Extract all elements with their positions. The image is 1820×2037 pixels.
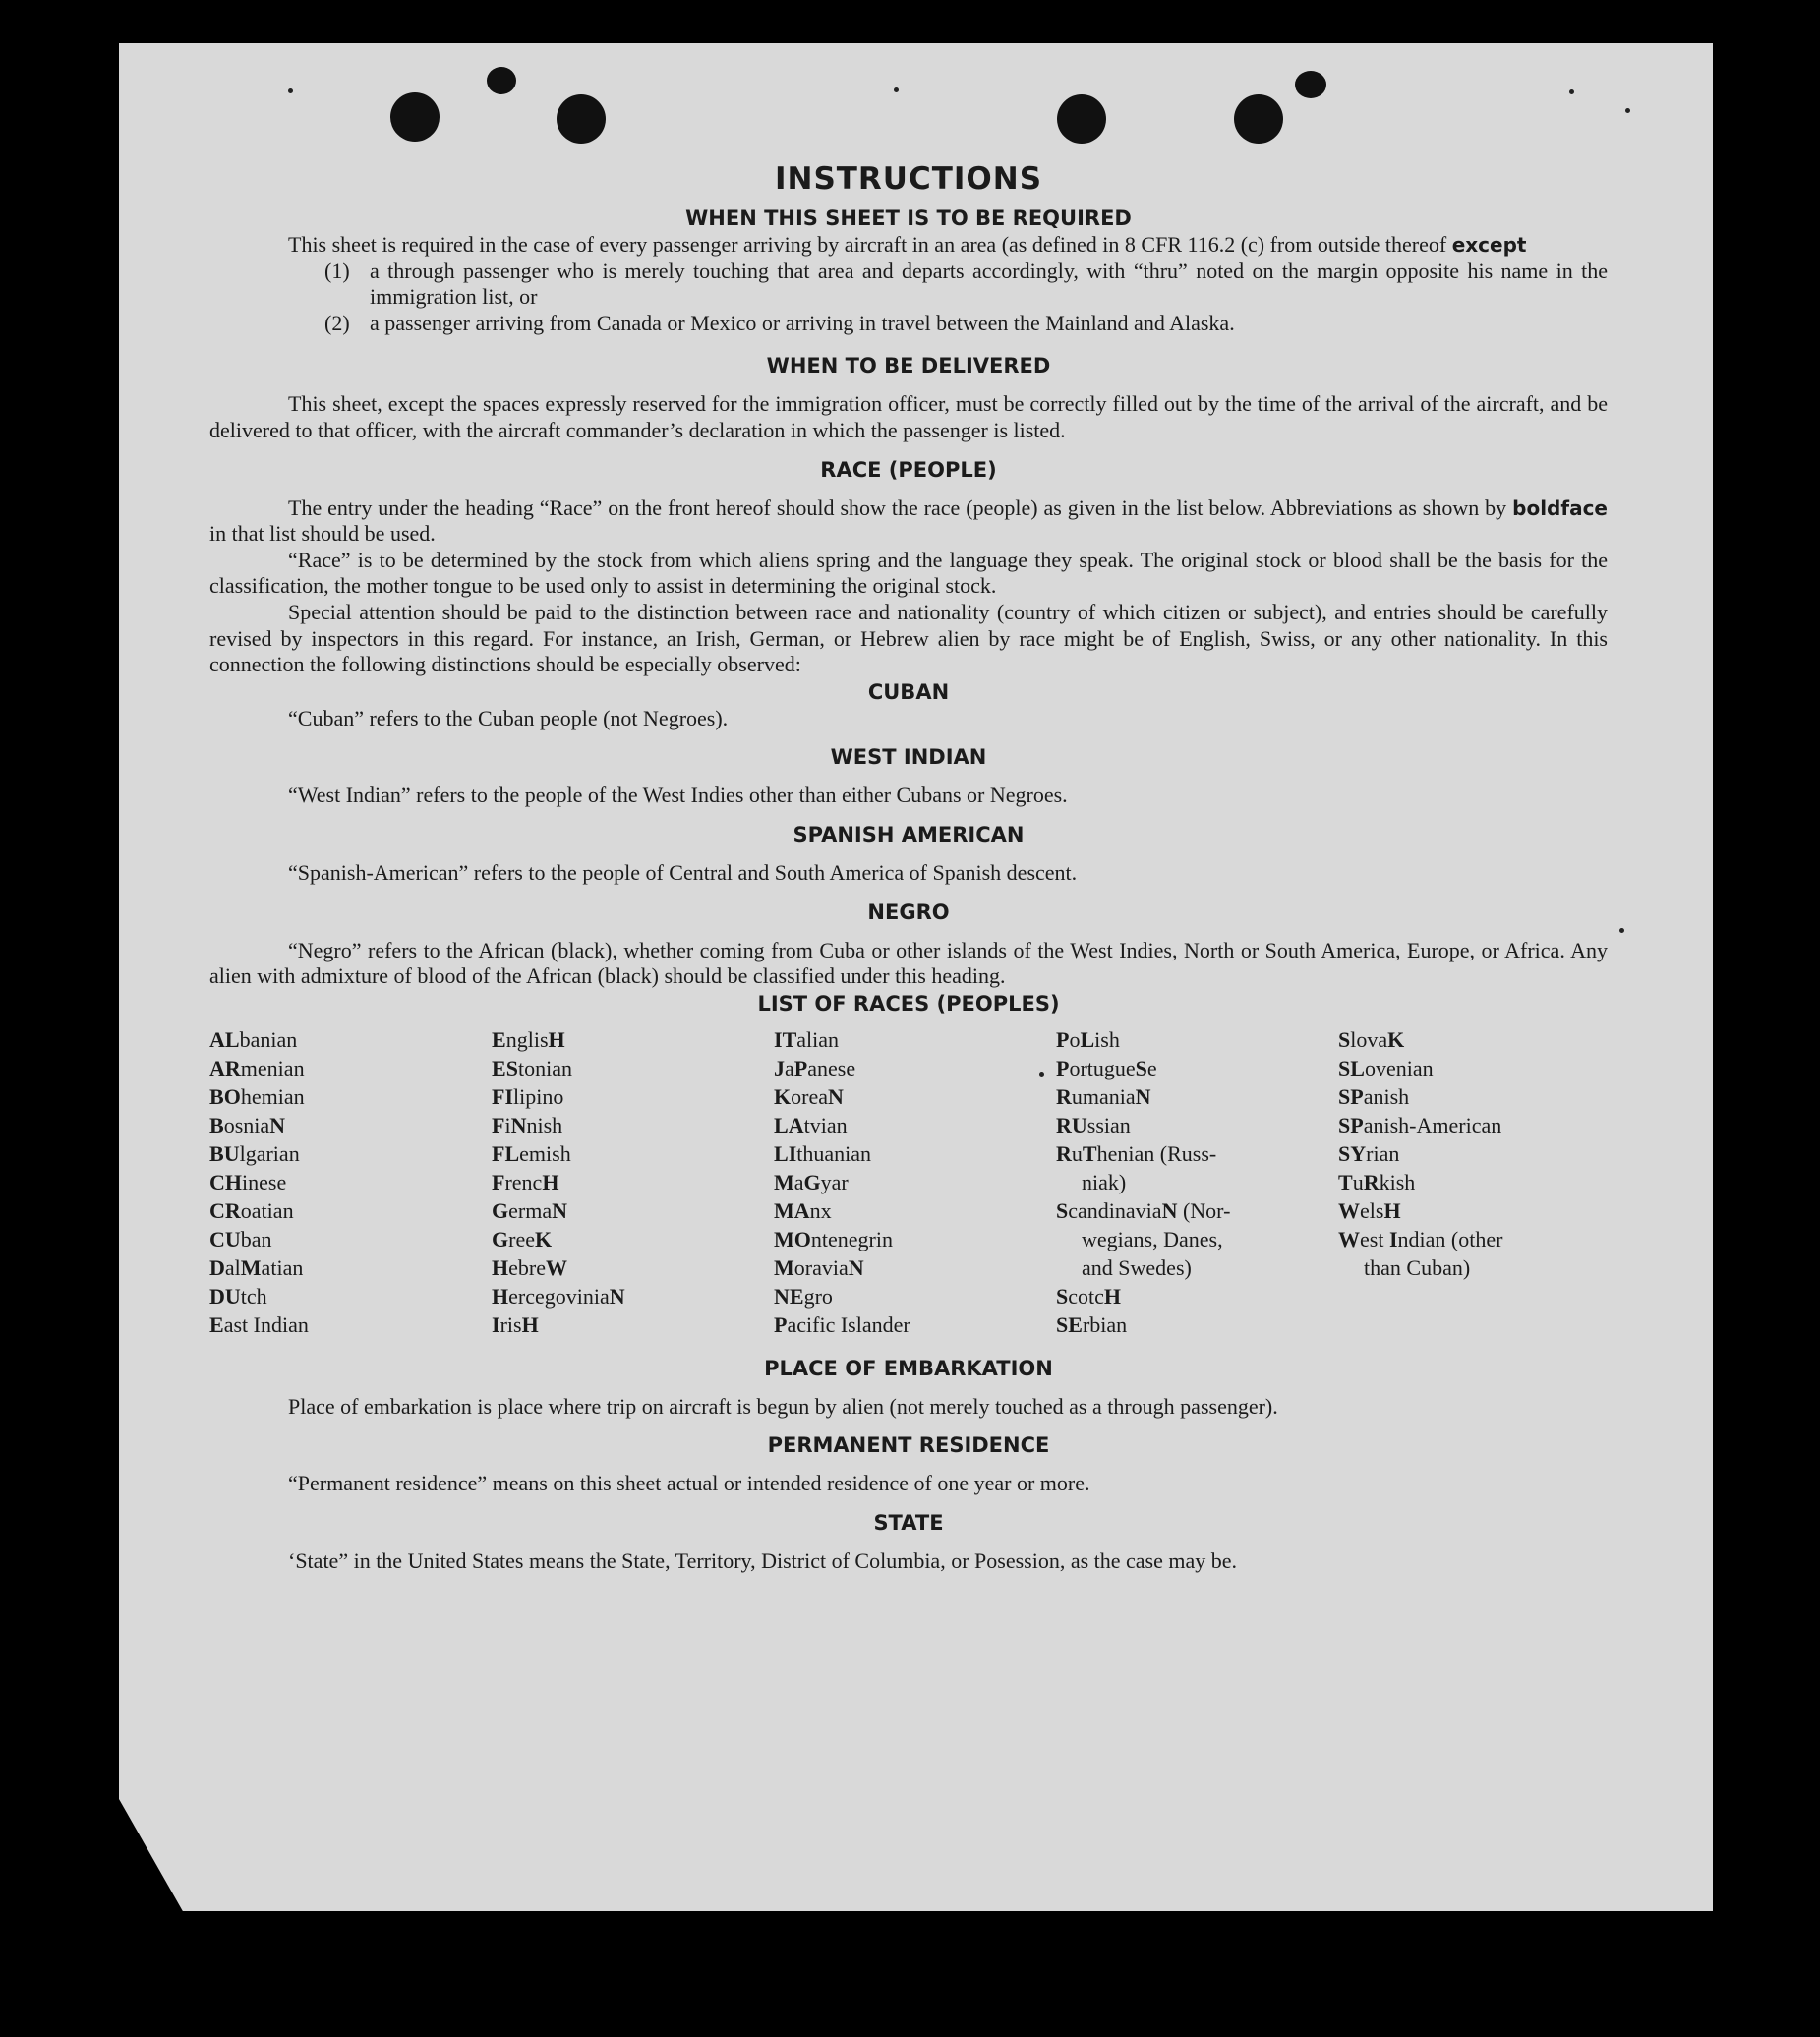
instructions-content [209,159,1608,1574]
race-p1-before: The entry under the heading “Race” on the front hereof should show the race (people) as given in the list below. Abbreviations as shown by [288,495,1507,520]
race-entry: ALbanian [209,1026,298,1052]
race-entry: MAnx [774,1197,832,1223]
race-entry: WelsH [1338,1197,1401,1223]
race-entry: ARmenian [209,1055,305,1080]
race-entry: CUban [209,1226,272,1251]
spanish-american-text: “Spanish-American” refers to the people of Central and South America of Spanish descent. [288,859,1078,885]
residence-text: “Permanent residence” means on this sheet actual or intended residence of one year or more. [288,1471,1090,1496]
ink-speck [288,88,293,93]
race-column [1056,1025,1338,1339]
exception-item [324,311,1608,337]
negro-text: “Negro” refers to the African (black), whether coming from Cuba or other islands of the West Indies, North or South America, Europe, or Africa. Any alien with admixture of blood of the African (black) should be classified under this heading. [209,937,1608,989]
item-number: (2) [324,310,350,335]
race-column [774,1025,1056,1339]
race-entry: TuRkish [1338,1169,1416,1194]
when-required-intro [209,232,1608,259]
race-entry: than Cuban) [1364,1254,1471,1280]
heading-state: STATE [873,1510,944,1535]
race-entry: EStonian [492,1055,572,1080]
heading-list-of-races: LIST OF RACES (PEOPLES) [757,991,1060,1016]
race-entry: MaGyar [774,1169,849,1194]
state-text: ‘State” in the United States means the State, Territory, District of Columbia, or Posession, as the case may be. [288,1547,1238,1573]
heading-place-of-embarkation: PLACE OF EMBARKATION [764,1356,1053,1380]
race-entry: East Indian [209,1311,309,1337]
race-paragraph-1 [209,495,1608,548]
heading-west-indian: WEST INDIAN [830,745,987,770]
race-entry: ITalian [774,1026,840,1052]
race-entry: DUtch [209,1283,267,1309]
document-title: INSTRUCTIONS [774,161,1043,197]
embarkation-text: Place of embarkation is place where trip on aircraft is begun by alien (not merely touched as a through passenger). [288,1393,1278,1419]
race-entry: EnglisH [492,1026,565,1052]
race-entry: IrisH [492,1311,539,1337]
race-entry: CRoatian [209,1197,294,1223]
race-column [209,1025,492,1339]
race-entry: GermaN [492,1197,567,1223]
when-delivered-text: This sheet, except the spaces expressly reserved for the immigration officer, must be correctly filled out by the time of the arrival of the aircraft, and be delivered to that officer, with the aircraft commander’s declaration in which the passenger is listed. [209,391,1608,442]
punch-hole [1057,94,1106,144]
race-entry: SPanish [1338,1083,1410,1109]
race-entry: HebreW [492,1254,567,1280]
heading-when-required: WHEN THIS SHEET IS TO BE REQUIRED [685,206,1132,230]
item-text: a passenger arriving from Canada or Mexico or arriving in travel between the Mainland and Alaska. [370,310,1235,335]
race-entry: SLovenian [1338,1055,1434,1080]
race-entry: FLemish [492,1140,571,1166]
race-entry: FiNnish [492,1112,563,1137]
punch-hole [557,94,606,144]
race-entry: SlovaK [1338,1026,1405,1052]
race-entry: Pacific Islander [774,1311,910,1337]
ink-speck [1569,89,1574,94]
punch-hole [390,92,440,142]
race-entry: MOntenegrin [774,1226,893,1251]
race-entry: PoLish [1056,1026,1120,1052]
ink-speck [894,87,899,92]
race-entry: NEgro [774,1283,833,1309]
race-paragraph-2: “Race” is to be determined by the stock from which aliens spring and the language they speak. The original stock or blood shall be the basis for the classification, the mother tongue to be used only to assist in determining the original stock. [209,547,1608,599]
race-entry: KoreaN [774,1083,844,1109]
race-entry: FIlipino [492,1083,564,1109]
race-entry: SPanish-American [1338,1112,1502,1137]
race-entry: LIthuanian [774,1140,872,1166]
race-entry: BUlgarian [209,1140,300,1166]
race-entry: FrencH [492,1169,559,1194]
race-entry: PortugueSe [1056,1055,1157,1080]
heading-race: RACE (PEOPLE) [820,457,997,482]
race-entry: JaPanese [774,1055,856,1080]
when-required-intro-text: This sheet is required in the case of every passenger arriving by aircraft in an area (as defined in 8 CFR 116.2 (c) from outside thereof [288,232,1447,257]
punch-hole [1295,71,1326,98]
race-entry: MoraviaN [774,1254,864,1280]
ink-speck [1625,108,1630,113]
boldface-word: boldface [1512,495,1608,520]
race-entry: GreeK [492,1226,553,1251]
item-number: (1) [324,258,350,283]
race-entry: HercegoviniaN [492,1283,625,1309]
race-column [492,1025,774,1339]
race-entry: and Swedes) [1082,1254,1192,1280]
heading-cuban: CUBAN [867,679,950,704]
race-column [1338,1025,1620,1339]
exception-item [324,259,1608,311]
race-entry: ScandinaviaN (Nor- [1056,1197,1231,1223]
heading-when-delivered: WHEN TO BE DELIVERED [766,354,1051,378]
race-entry: niak) [1082,1169,1127,1194]
race-entry: RuThenian (Russ- [1056,1140,1217,1166]
race-entry: CHinese [209,1169,287,1194]
punch-hole [487,67,516,94]
punch-hole [1234,94,1283,144]
race-paragraph-3: Special attention should be paid to the distinction between race and nationality (country of which citizen or subject), and entries should be carefully revised by inspectors in this regard. For instance, an Irish, German, or Hebrew alien by race might be of English, Swiss, or any other nationality. In this connection the following distinctions should be especially observed: [209,599,1608,677]
heading-permanent-residence: PERMANENT RESIDENCE [767,1433,1050,1458]
race-entry: BOhemian [209,1083,305,1109]
race-entry: SYrian [1338,1140,1400,1166]
heading-spanish-american: SPANISH AMERICAN [793,822,1025,846]
item-text: a through passenger who is merely touching that area and departs accordingly, with “thru” noted on the margin opposite his name in the immigration list, or [370,258,1608,310]
race-entry: wegians, Danes, [1082,1226,1223,1251]
west-indian-text: “West Indian” refers to the people of the West Indies other than either Cubans or Negroes. [288,783,1068,808]
race-entry: West Indian (other [1338,1226,1503,1251]
race-p1-after: in that list should be used. [209,521,436,547]
heading-negro: NEGRO [867,900,950,924]
race-entry: SErbian [1056,1311,1128,1337]
race-list [209,1025,1608,1339]
ink-speck [1619,928,1624,933]
cuban-text: “Cuban” refers to the Cuban people (not Negroes). [288,705,729,730]
race-entry: BosniaN [209,1112,286,1137]
race-entry: ScotcH [1056,1283,1122,1309]
race-entry: RumaniaN [1056,1083,1151,1109]
race-entry: RUssian [1056,1112,1131,1137]
except-word: except [1451,233,1527,257]
race-entry: DalMatian [209,1254,304,1280]
race-entry: LAtvian [774,1112,848,1137]
